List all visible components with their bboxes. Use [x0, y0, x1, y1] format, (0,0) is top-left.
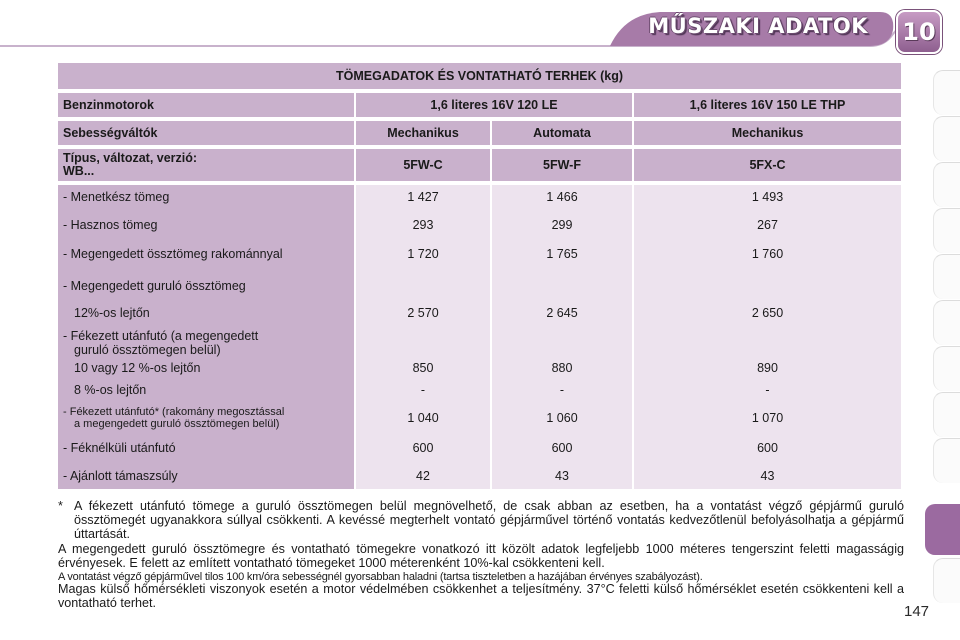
type-2: 5FW-F [492, 149, 632, 181]
chapter-tab[interactable] [933, 438, 960, 483]
page-header [0, 0, 960, 58]
row-label: 10 vagy 12 %-os lejtőn [74, 361, 201, 375]
row-value: 600 [757, 441, 778, 455]
chapter-tab[interactable] [933, 70, 960, 115]
row-value: 600 [551, 441, 573, 455]
row-label: - Ajánlott támaszsúly [63, 469, 178, 483]
row-value: 1 070 [751, 411, 784, 425]
table-body [58, 185, 901, 489]
footnote-star: * [58, 499, 63, 513]
row-label: - Megengedett össztömeg rakománnyal [63, 247, 283, 261]
chapter-tab[interactable] [933, 346, 960, 391]
row-label: - Fékezett utánfutó* (rakomány megosztással [63, 406, 285, 418]
row-label: - Hasznos tömeg [63, 218, 158, 232]
row-value: 43 [760, 469, 775, 483]
engine-1: 1,6 literes 16V 120 LE [356, 93, 632, 117]
paragraph-temperature: Magas külső hőmérsékleti viszonyok esetén a motor védelmében csökkenhet a teljesítmény. 37°C feletti külső hőmérséklet esetén csökkenteni kell a vontatható terhet. [58, 582, 904, 611]
footnote-text: A fékezett utánfutó tömege a guruló össztömegen belül megnövelhető, de csak abban az esetben, ha a vontatást végző gépjármű guruló össztömegét ugyanakkora súllyal csökkenti. A kevéssé megterhelt vontató gépjárművel történő vontatás kedvezőtlenül befolyásolhatja a gépjármű úttartását. [74, 499, 904, 542]
chapter-tab[interactable] [933, 116, 960, 161]
type-row [58, 149, 901, 181]
paragraph-altitude: A megengedett guruló össztömegre és vontatható tömegekre vonatkozó itt közölt adatok legfeljebb 1000 méteres tengerszint feletti magasságig érvényesek. E felett az említett vontatható tömegeket 1000 méterenként 10%-kal csökkenteni kell. [58, 542, 904, 571]
row-value: 600 [412, 441, 434, 455]
chapter-tab[interactable] [933, 558, 960, 603]
chapter-tab[interactable] [933, 300, 960, 345]
page-number: 147 [904, 603, 930, 620]
row-value: 880 [551, 361, 573, 375]
row-value: 1 720 [407, 247, 439, 261]
row-value: - [559, 383, 565, 397]
row-value: 1 466 [546, 190, 578, 204]
type-label-line-1: Típus, változat, verzió: [63, 151, 198, 165]
chapter-title: MŰSZAKI ADATOK [648, 14, 868, 38]
gearbox-row [58, 121, 901, 145]
engine-label: Benzinmotorok [58, 93, 354, 117]
row-value: 850 [412, 361, 434, 375]
chapter-tab[interactable] [933, 162, 960, 207]
row-value: 42 [416, 469, 430, 483]
row-value: 1 060 [546, 411, 578, 425]
row-value: 267 [757, 218, 778, 232]
chapter-number-badge: 10 [896, 10, 942, 54]
row-value: 1 427 [407, 190, 439, 204]
row-label: - Féknélküli utánfutó [63, 441, 176, 455]
chapter-tab[interactable] [933, 208, 960, 253]
row-value: 1 765 [546, 247, 578, 261]
engine-2: 1,6 literes 16V 150 LE THP [634, 93, 901, 117]
engine-row [58, 93, 901, 117]
row-value: 2 570 [407, 306, 439, 320]
gearbox-label: Sebességváltók [58, 121, 354, 145]
row-value: 293 [412, 218, 434, 232]
chapter-tab[interactable] [933, 254, 960, 299]
row-label-cont: a megengedett guruló össztömegen belül) [74, 418, 280, 430]
row-value: 43 [555, 469, 569, 483]
row-value: - [765, 383, 770, 397]
row-label: - Fékezett utánfutó (a megengedett [63, 329, 259, 343]
type-label-line-2: WB... [63, 164, 95, 178]
row-label: 12%-os lejtőn [74, 306, 150, 320]
gearbox-3: Mechanikus [634, 121, 901, 145]
table-title-row [58, 63, 901, 89]
row-label: - Megengedett guruló össztömeg [63, 279, 246, 293]
row-value: 1 493 [751, 190, 784, 204]
gearbox-2: Automata [492, 121, 632, 145]
row-value: 2 650 [751, 306, 784, 320]
chapter-tab[interactable] [933, 392, 960, 437]
chapter-tab-strip [932, 70, 960, 610]
paragraph-speed: A vontatást végző gépjárművel tilos 100 km/óra sebességnél gyorsabban haladni (tartsa tiszteletben a hazájában érvényes szabályozást). [58, 571, 703, 583]
chapter-tab-active[interactable] [925, 504, 960, 555]
row-label: 8 %-os lejtőn [74, 383, 147, 397]
row-value: 2 645 [546, 306, 578, 320]
table-title: TÖMEGADATOK ÉS VONTATHATÓ TERHEK (kg) [58, 63, 901, 89]
row-value: 1 040 [407, 411, 439, 425]
row-label: - Menetkész tömeg [63, 190, 170, 204]
type-3: 5FX-C [634, 149, 901, 181]
row-value: - [420, 383, 426, 397]
type-label-cell [58, 149, 354, 181]
row-value: 890 [757, 361, 778, 375]
gearbox-1: Mechanikus [356, 121, 490, 145]
row-value: 299 [551, 218, 573, 232]
row-label-cont: guruló össztömegen belül) [74, 343, 221, 357]
row-value: 1 760 [751, 247, 784, 261]
type-1: 5FW-C [356, 149, 490, 181]
